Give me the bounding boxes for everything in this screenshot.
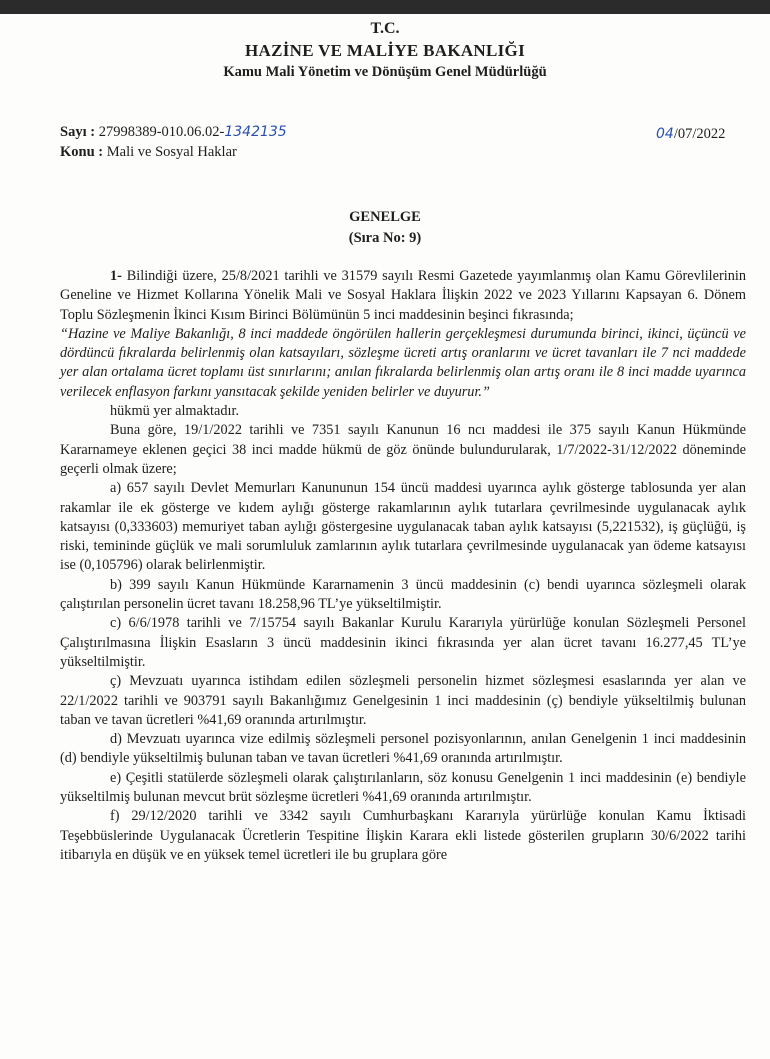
- item-e: e) Çeşitli statülerde sözleşmeli olarak çalıştırılanların, söz konusu Genelgenin 1 inci maddesinin (e) bendiyle yükseltilmiş bulunan mevcut brüt sözleşme ücretleri %41,69 oranında artırılmıştır.: [60, 769, 746, 806]
- sayi-label: Sayı: [60, 124, 87, 140]
- item-b: b) 399 sayılı Kanun Hükmünde Kararnamenin 3 üncü maddesinin (c) bendi uyarınca sözleşmeli olarak çalıştırılan personelin ücret tavanı 18.258,96 TL’ye yükseltilmiştir.: [60, 576, 746, 613]
- document-date: [656, 126, 725, 143]
- header-directorate: Kamu Mali Yönetim ve Dönüşüm Genel Müdürlüğü: [223, 64, 547, 80]
- quoted-provision: “Hazine ve Maliye Bakanlığı, 8 inci maddede öngörülen hallerin gerçekleşmesi durumunda birinci, ikinci, üçüncü ve dördüncü fıkralarda belirlenmiş olan katsayıları, sözleşme ücreti artış oranlarını ve ücret tavanları ile 7 nci maddede yer alan ortalama ücret toplamı üst sınırlarını; anılan fıkralarda belirlenmiş olan artış oranı ile 8 inci madde uyarınca verilecek enflasyon farkını yansıtacak şekilde yeniden belirler ve duyurur.”: [60, 325, 746, 400]
- konu-label: Konu: [60, 144, 95, 160]
- date-handwritten-day: 04: [656, 126, 674, 142]
- item-d: d) Mevzuatı uyarınca vize edilmiş sözleşmeli personel pozisyonlarının, anılan Genelgenin 1 inci maddesinin (d) bendiyle yükseltilmiş bulunan taban ve tavan ücretleri %41,69 oranında artırılmıştır.: [60, 731, 746, 767]
- konu-value: Mali ve Sosyal Haklar: [106, 144, 237, 160]
- top-dark-bar: [0, 0, 770, 14]
- header-country: T.C.: [370, 20, 400, 37]
- sayi-value: 27998389-010.06.02-: [98, 124, 225, 140]
- header-ministry: HAZİNE VE MALİYE BAKANLIĞI: [244, 41, 525, 60]
- item-f: f) 29/12/2020 tarihli ve 3342 sayılı Cumhurbaşkanı Kararıyla yürürlüğe konulan Kamu İktisadi Teşebbüslerinde Uygulanacak Ücretlerin Tespitine İlişkin Karara ekli listede gösterilen grupların 30/6/2022 tarihi itibarıyla en düşük ve en yüksek temel ücretleri ile bu gruplara göre: [60, 808, 746, 863]
- item-a: a) 657 sayılı Devlet Memurları Kanununun 154 üncü maddesi uyarınca aylık gösterge tablosunda yer alan rakamlar ile ek gösterge ve kıdem aylığı gösterge rakamlarının aylık tutarlara çevrilmesinde uygulanacak aylık katsayısı (0,333603) memuriyet taban aylığı göstergesine uygulanacak taban aylık katsayısı (5,221532), iş güçlüğü, iş riski, temininde güçlük ve mali sorumluluk zamlarının aylık tutarlara çevrilmesinde uygulanacak yan ödeme katsayısı ise (0,105796) olarak belirlenmiştir.: [60, 480, 746, 574]
- item-c: c) 6/6/1978 tarihli ve 7/15754 sayılı Bakanlar Kurulu Kararıyla yürürlüğe konulan Sözleşmeli Personel Çalıştırılmasına İlişkin Esasların 3 üncü maddesinin ikinci fıkrasında yer alan ücret tavanı 16.277,45 TL’ye yükseltilmiştir.: [60, 615, 746, 670]
- konu-line: Konu : Mali ve Sosyal Haklar: [60, 144, 237, 160]
- paragraph-accordingly: Buna göre, 19/1/2022 tarihli ve 7351 sayılı Kanunun 16 ncı maddesi ile 375 sayılı Kanun Hükmünde Kararnameye eklenen geçici 38 inci madde hükmü de göz önünde bulundurularak, 1/7/2022-31/12/2022 döneminde geçerli olmak üzere;: [60, 422, 746, 477]
- document-body: [60, 267, 746, 865]
- paragraph-hukum: hükmü yer almaktadır.: [110, 403, 240, 420]
- document-number: (Sıra No: 9): [348, 230, 422, 246]
- sayi-line: Sayı : 27998389-010.06.02-1342135: [60, 124, 287, 140]
- document-title: GENELGE: [349, 209, 421, 225]
- paragraph-intro: 1- Bilindiği üzere, 25/8/2021 tarihli ve 31579 sayılı Resmi Gazetede yayımlanmış olan Kamu Görevlilerinin Geneline ve Hizmet Kollarına Yönelik Mali ve Sosyal Haklara İlişkin 2022 ve 2023 Yıllarını Kapsayan 6. Dönem Toplu Sözleşmenin İkinci Kısım Birinci Bölümünün 5 inci maddesinin beşinci fıkrasında;: [60, 268, 746, 323]
- sayi-handwritten-number: 1342135: [224, 124, 287, 140]
- date-printed: /07/2022: [673, 126, 726, 142]
- item-cc: ç) Mevzuatı uyarınca istihdam edilen sözleşmeli personelin hizmet sözleşmesi esaslarında yer alan ve 22/1/2022 tarihli ve 903791 sayılı Bakanlığımız Genelgesinin 1 inci maddesinin (ç) bendiyle yükseltilmiş bulunan taban ve tavan ücretleri %41,69 oranında artırılmıştır.: [60, 673, 746, 728]
